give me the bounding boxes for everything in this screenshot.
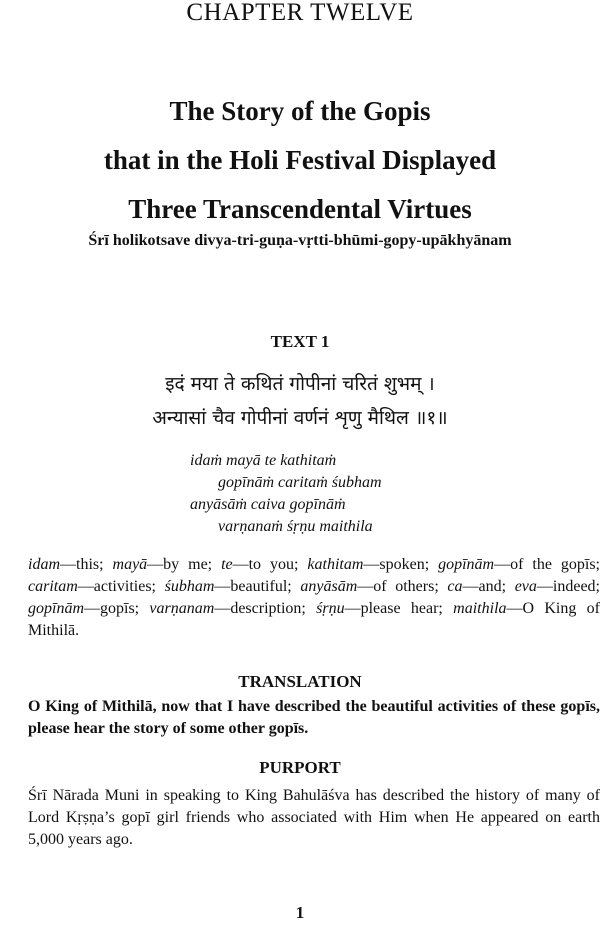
transliteration-line-1: idaṁ mayā te kathitaṁ (190, 452, 337, 469)
synonym-word: caritam (28, 578, 78, 595)
synonym-meaning: —and; (462, 578, 515, 595)
synonym-meaning: —spoken; (363, 556, 439, 573)
synonym-meaning: —this; (60, 556, 113, 573)
synonym-meaning: —gopīs; (84, 600, 150, 617)
transliteration-line-3: anyāsāṁ caiva gopīnāṁ (190, 496, 346, 513)
synonym-word: mayā (112, 556, 148, 573)
transliteration-line-4: varṇanaṁ śṛṇu maithila (218, 518, 373, 535)
sanskrit-subtitle: Śrī holikotsave divya-tri-guṇa-vṛtti-bhūmi-gopy-upākhyānam (88, 232, 512, 249)
synonym-word: varṇanam (149, 600, 215, 617)
synonym-word: anyāsām (300, 578, 358, 595)
synonym-meaning: —of the gopīs; (494, 556, 600, 573)
page-number: 1 (295, 903, 305, 922)
synonym-meaning: —description; (214, 600, 317, 617)
synonym-word: gopīnām (438, 556, 495, 573)
purport-heading: PURPORT (259, 758, 341, 777)
synonym-meaning: —by me; (147, 556, 222, 573)
synonym-meaning: —to you; (232, 556, 308, 573)
synonym-word: śṛṇu (316, 600, 345, 617)
transliteration-line-2: gopīnāṁ caritaṁ śubham (218, 474, 382, 491)
synonym-meaning: —beautiful; (214, 578, 301, 595)
word-synonyms (28, 554, 600, 642)
devanagari-verse-line-2: अन्यासां चैव गोपीनां वर्णनं शृणु मैथिल ॥१॥ (152, 407, 448, 429)
chapter-label: CHAPTER TWELVE (186, 0, 414, 26)
purport-text: Śrī Nārada Muni in speaking to King Bahulāśva has described the history of many of Lord Kṛṣṇa’s gopī girl friends who associated with Him when He appeared on earth 5,000 years ago. (28, 787, 600, 848)
synonym-word: gopīnām (28, 600, 84, 617)
synonym-meaning: —of others; (357, 578, 448, 595)
chapter-title-line-2: that in the Holi Festival Displayed (103, 145, 497, 175)
synonym-word: idam (28, 556, 60, 573)
translation-text: O King of Mithilā, now that I have described the beautiful activities of these gopīs, please hear the story of some other gopīs. (28, 698, 600, 737)
synonym-word: kathitam (307, 556, 364, 573)
synonym-meaning: —O King of Mithilā. (28, 600, 600, 639)
translation-heading: TRANSLATION (238, 672, 362, 691)
chapter-title-line-3: Three Transcendental Virtues (128, 194, 472, 224)
synonym-word: śubham (164, 578, 215, 595)
synonym-word: eva (514, 578, 537, 595)
synonym-word: ca (447, 578, 463, 595)
text-heading: TEXT 1 (270, 332, 330, 351)
chapter-title-line-1: The Story of the Gopis (169, 96, 431, 126)
synonym-word: maithila (453, 600, 507, 617)
synonym-meaning: —indeed; (536, 578, 600, 595)
synonym-word: te (221, 556, 233, 573)
devanagari-verse-line-1: इदं मया ते कथितं गोपीनां चरितं शुभम् । (165, 373, 435, 395)
synonym-meaning: —activities; (77, 578, 165, 595)
synonym-meaning: —please hear; (344, 600, 454, 617)
